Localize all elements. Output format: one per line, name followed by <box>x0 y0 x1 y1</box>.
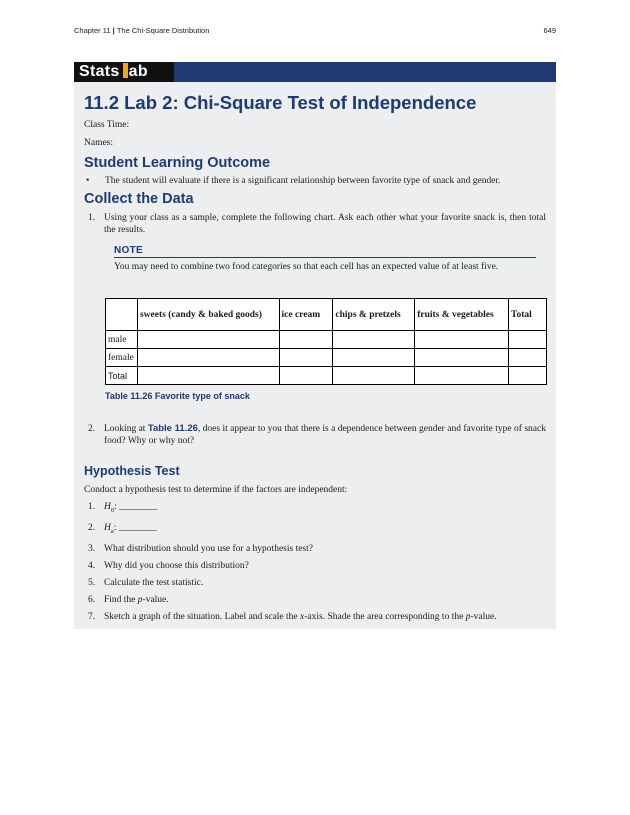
table-row <box>106 367 547 385</box>
table-cell[interactable] <box>137 331 279 349</box>
bullet-icon: • <box>86 176 90 186</box>
outcome-heading: Student Learning Outcome <box>84 155 271 171</box>
table-cell[interactable] <box>279 331 333 349</box>
table-header-cell: sweets (candy & baked goods) <box>137 299 279 331</box>
collect-heading: Collect the Data <box>84 191 194 207</box>
list-item: 7. Sketch a graph of the situation. Label and scale the x-axis. Shade the area corresponding to the p-value. <box>88 611 497 622</box>
list-item: 1. $H_0$: ________ <box>88 502 158 514</box>
table-header-cell <box>106 299 138 331</box>
row-label: male <box>106 331 138 349</box>
table-row <box>106 349 547 367</box>
list-item: 2. Looking at Table 11.26, does it appear to you that there is a dependence between gender and favorite type of snack food? Why or why not? <box>88 423 546 446</box>
lab-content <box>84 90 546 623</box>
table-row <box>106 331 547 349</box>
table-cell[interactable] <box>509 349 547 367</box>
table-cell[interactable] <box>415 367 509 385</box>
chapter-label: Chapter 11 | The Chi-Square Distribution <box>74 26 210 35</box>
table-cell[interactable] <box>137 367 279 385</box>
table-cell[interactable] <box>279 367 333 385</box>
hypothesis-intro: Conduct a hypothesis test to determine if the factors are independent: <box>84 485 348 495</box>
list-item: 6. Find the p-value. <box>88 594 169 605</box>
list-item: 4. Why did you choose this distribution? <box>88 560 249 571</box>
logo-bar-icon <box>123 63 128 78</box>
row-label: Total <box>106 367 138 385</box>
row-label: female <box>106 349 138 367</box>
note-heading: NOTE <box>114 244 536 258</box>
table-cell[interactable] <box>333 331 415 349</box>
table-header-cell: fruits & vegetables <box>415 299 509 331</box>
table-cell[interactable] <box>137 349 279 367</box>
table-cell[interactable] <box>333 367 415 385</box>
table-cell[interactable] <box>415 349 509 367</box>
note-box <box>114 244 536 273</box>
list-item: 1. Using your class as a sample, complete the following chart. Ask each other what your favorite snack is, then total the results. <box>88 213 546 235</box>
running-head <box>74 26 556 38</box>
table-cell[interactable] <box>509 331 547 349</box>
table-cell[interactable] <box>279 349 333 367</box>
stats-lab-banner <box>74 62 556 82</box>
table-reference-link[interactable]: Table 11.26 <box>147 423 198 434</box>
table-header-cell: chips & pretzels <box>333 299 415 331</box>
table-header-row <box>106 299 547 331</box>
stats-lab-box <box>74 62 556 629</box>
lab-title: 11.2 Lab 2: Chi-Square Test of Independence <box>84 92 477 113</box>
snack-table <box>105 298 547 385</box>
page-number: 649 <box>543 26 556 35</box>
outcome-bullet: • The student will evaluate if there is a significant relationship between favorite type of snack and gender. <box>86 176 501 186</box>
class-time-field: Class Time: <box>84 120 130 130</box>
table-header-cell: Total <box>509 299 547 331</box>
hypothesis-heading: Hypothesis Test <box>84 464 180 478</box>
list-item: 5. Calculate the test statistic. <box>88 577 204 588</box>
list-item: 3. What distribution should you use for a hypothesis test? <box>88 543 313 554</box>
table-header-cell: ice cream <box>279 299 333 331</box>
stats-lab-logo: Stats ab <box>74 62 174 82</box>
note-text: You may need to combine two food categories so that each cell has an expected value of at least five. <box>114 262 499 272</box>
table-cell[interactable] <box>333 349 415 367</box>
names-field: Names: <box>84 138 114 148</box>
table-caption: Table 11.26 Favorite type of snack <box>105 391 250 401</box>
list-item: 2. $H_a$: ________ <box>88 522 157 535</box>
table-cell[interactable] <box>415 331 509 349</box>
table-cell[interactable] <box>509 367 547 385</box>
